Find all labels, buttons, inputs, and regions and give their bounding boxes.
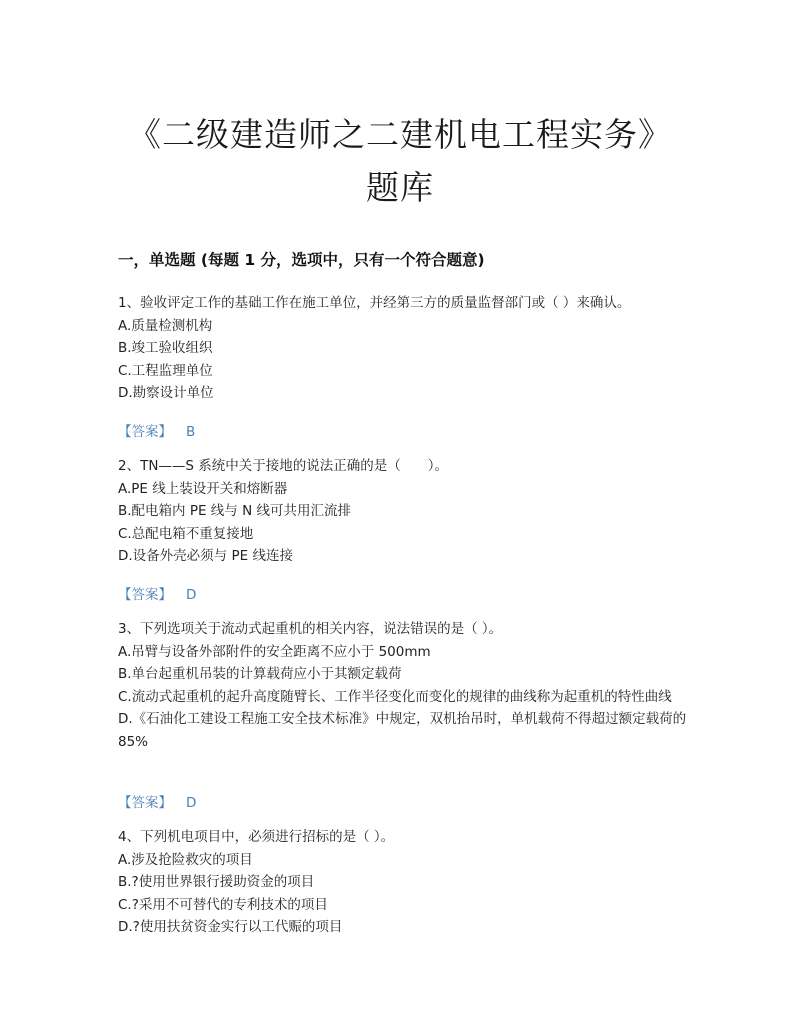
- question-2: [118, 455, 698, 568]
- option-b: B.配电箱内 PE 线与 N 线可共用汇流排: [118, 503, 351, 519]
- option-a: A.PE 线上装设开关和熔断器: [118, 480, 288, 497]
- option-c: C.总配电箱不重复接地: [118, 525, 254, 542]
- question-stem: 1、验收评定工作的基础工作在施工单位，并经第三方的质量监督部门或（ ）来确认。: [118, 295, 631, 311]
- option-d: D.设备外壳必须与 PE 线连接: [118, 548, 293, 564]
- answer-label: 【答案】: [118, 795, 172, 811]
- answer-label: 【答案】: [118, 587, 172, 603]
- option-b: B.单台起重机吊装的计算载荷应小于其额定载荷: [118, 666, 402, 682]
- answer-1: [118, 420, 195, 440]
- document-subtitle: 题库: [366, 168, 434, 207]
- option-d: D.《石油化工建设工程施工安全技术标准》中规定，双机抬吊时，单机载荷不得超过额定载荷的 85%: [118, 711, 687, 750]
- option-a: A.涉及抢险救灾的项目: [118, 851, 253, 868]
- question-1: [118, 292, 698, 405]
- option-b: B.竣工验收组织: [118, 340, 213, 356]
- option-c: C.流动式起重机的起升高度随臂长、工作半径变化而变化的规律的曲线称为起重机的特性曲线: [118, 688, 672, 705]
- option-c: C.工程监理单位: [118, 362, 213, 379]
- question-stem: 2、TN——S 系统中关于接地的说法正确的是（ ）。: [118, 458, 449, 474]
- answer-2: [118, 583, 196, 603]
- question-4: [118, 826, 698, 939]
- option-d: D.?使用扶贫资金实行以工代赈的项目: [118, 919, 343, 935]
- document-title: 《二级建造师之二建机电工程实务》: [128, 115, 672, 154]
- answer-value: D: [186, 587, 197, 603]
- question-stem: 4、下列机电项目中，必须进行招标的是（ ）。: [118, 829, 395, 845]
- answer-value: B: [186, 424, 196, 440]
- section-heading: 一，单选题 (每题 1 分，选项中，只有一个符合题意): [118, 251, 485, 269]
- option-d: D.勘察设计单位: [118, 385, 214, 401]
- question-3: [118, 618, 698, 753]
- option-a: A.质量检测机构: [118, 317, 213, 334]
- option-a: A.吊臂与设备外部附件的安全距离不应小于 500mm: [118, 643, 431, 660]
- option-b: B.?使用世界银行援助资金的项目: [118, 874, 315, 890]
- question-stem: 3、下列选项关于流动式起重机的相关内容，说法错误的是（ ）。: [118, 621, 503, 637]
- option-c: C.?采用不可替代的专利技术的项目: [118, 896, 328, 913]
- answer-value: D: [186, 795, 197, 811]
- answer-label: 【答案】: [118, 424, 172, 440]
- answer-3: [118, 791, 196, 811]
